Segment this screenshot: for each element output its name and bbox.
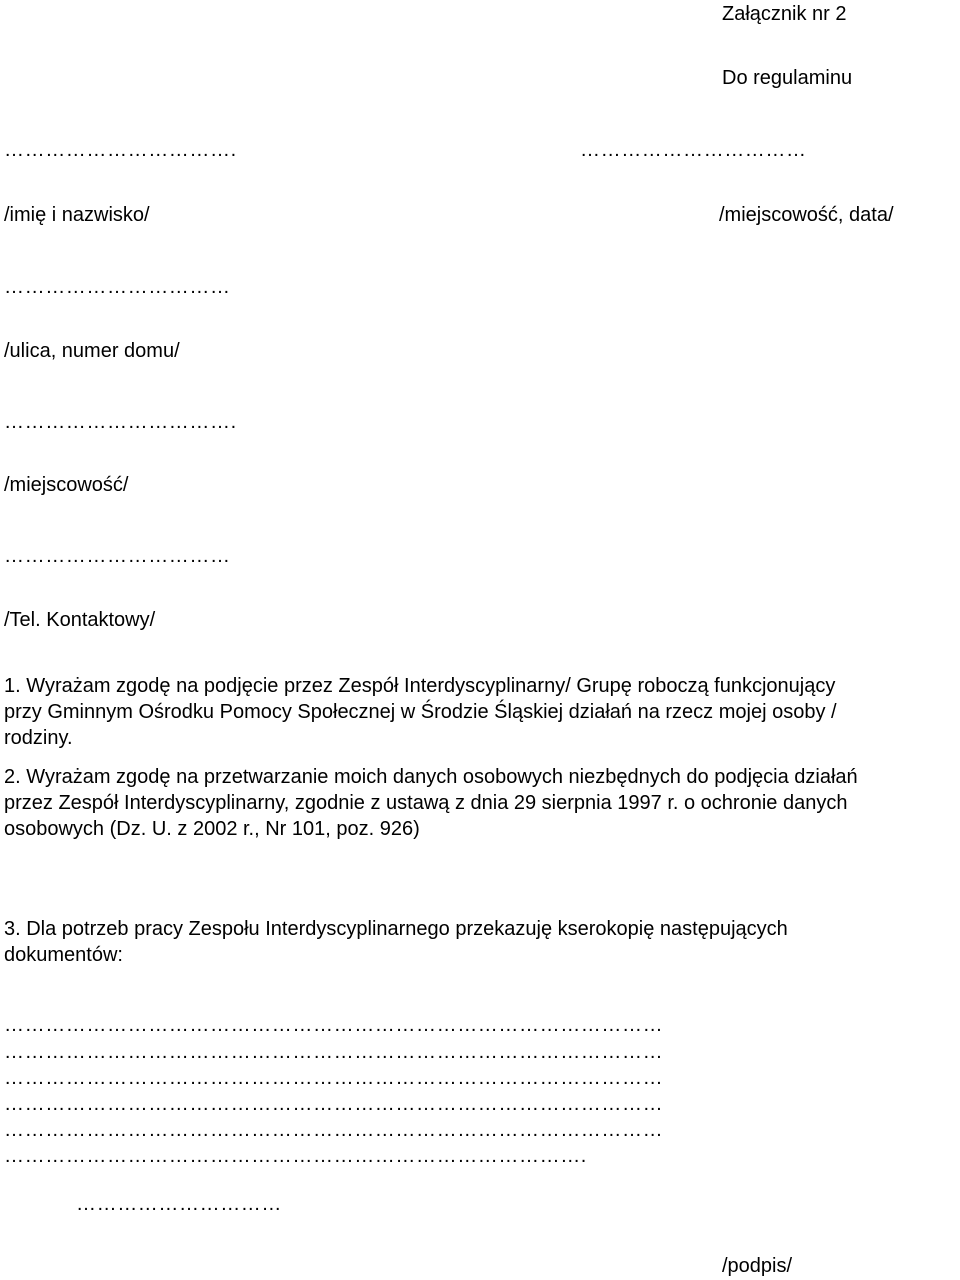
- city-label: /miejscowość/: [4, 474, 129, 496]
- paragraph-line: osobowych (Dz. U. z 2002 r., Nr 101, poz. 926): [4, 818, 420, 840]
- place-date-label: /miejscowość, data/: [719, 204, 894, 226]
- paragraph-line: 1. Wyrażam zgodę na podjęcie przez Zespół Interdyscyplinarny/ Grupę roboczą funkcjonujący: [4, 675, 836, 697]
- paragraph-line: przez Zespół Interdyscyplinarny, zgodnie z ustawą z dnia 29 sierpnia 1997 r. o ochronie danych: [4, 792, 848, 814]
- paragraph-line: przy Gminnym Ośrodku Pomocy Społecznej w Środzie Śląskiej działań na rzecz mojej osoby /: [4, 701, 837, 723]
- signature-label: /podpis/: [722, 1255, 793, 1277]
- documents-dotted-line: ……………………………………………………………………………………: [4, 1041, 664, 1063]
- paragraph-line: 3. Dla potrzeb pracy Zespołu Interdyscyplinarnego przekazuję kserokopię następujących: [4, 918, 788, 940]
- phone-label: /Tel. Kontaktowy/: [4, 609, 156, 631]
- regulation-reference: Do regulaminu: [722, 67, 853, 89]
- name-dotted-line: …………………………….: [4, 139, 237, 161]
- street-dotted-line: ……………………………: [4, 276, 231, 298]
- signature-dotted-line: …………………………: [76, 1193, 282, 1215]
- documents-paragraph: [4, 916, 956, 968]
- place-date-dotted-line: ……………………………: [580, 139, 807, 161]
- phone-dotted-line: ……………………………: [4, 545, 231, 567]
- documents-dotted-line: ………………………………………………………………………….: [4, 1145, 587, 1167]
- paragraph-line: dokumentów:: [4, 944, 123, 966]
- city-dotted-line: …………………………….: [4, 411, 237, 433]
- attachment-number: Załącznik nr 2: [722, 3, 847, 25]
- name-label: /imię i nazwisko/: [4, 204, 150, 226]
- street-label: /ulica, numer domu/: [4, 340, 180, 362]
- consent-paragraph-2: [4, 764, 956, 842]
- paragraph-line: 2. Wyrażam zgodę na przetwarzanie moich danych osobowych niezbędnych do podjęcia działań: [4, 766, 858, 788]
- documents-dotted-line: ……………………………………………………………………………………: [4, 1067, 664, 1089]
- documents-dotted-line: ……………………………………………………………………………………: [4, 1014, 664, 1036]
- documents-dotted-line: ……………………………………………………………………………………: [4, 1119, 664, 1141]
- consent-paragraph-1: [4, 673, 956, 751]
- paragraph-line: rodziny.: [4, 727, 73, 749]
- documents-dotted-line: ……………………………………………………………………………………: [4, 1093, 664, 1115]
